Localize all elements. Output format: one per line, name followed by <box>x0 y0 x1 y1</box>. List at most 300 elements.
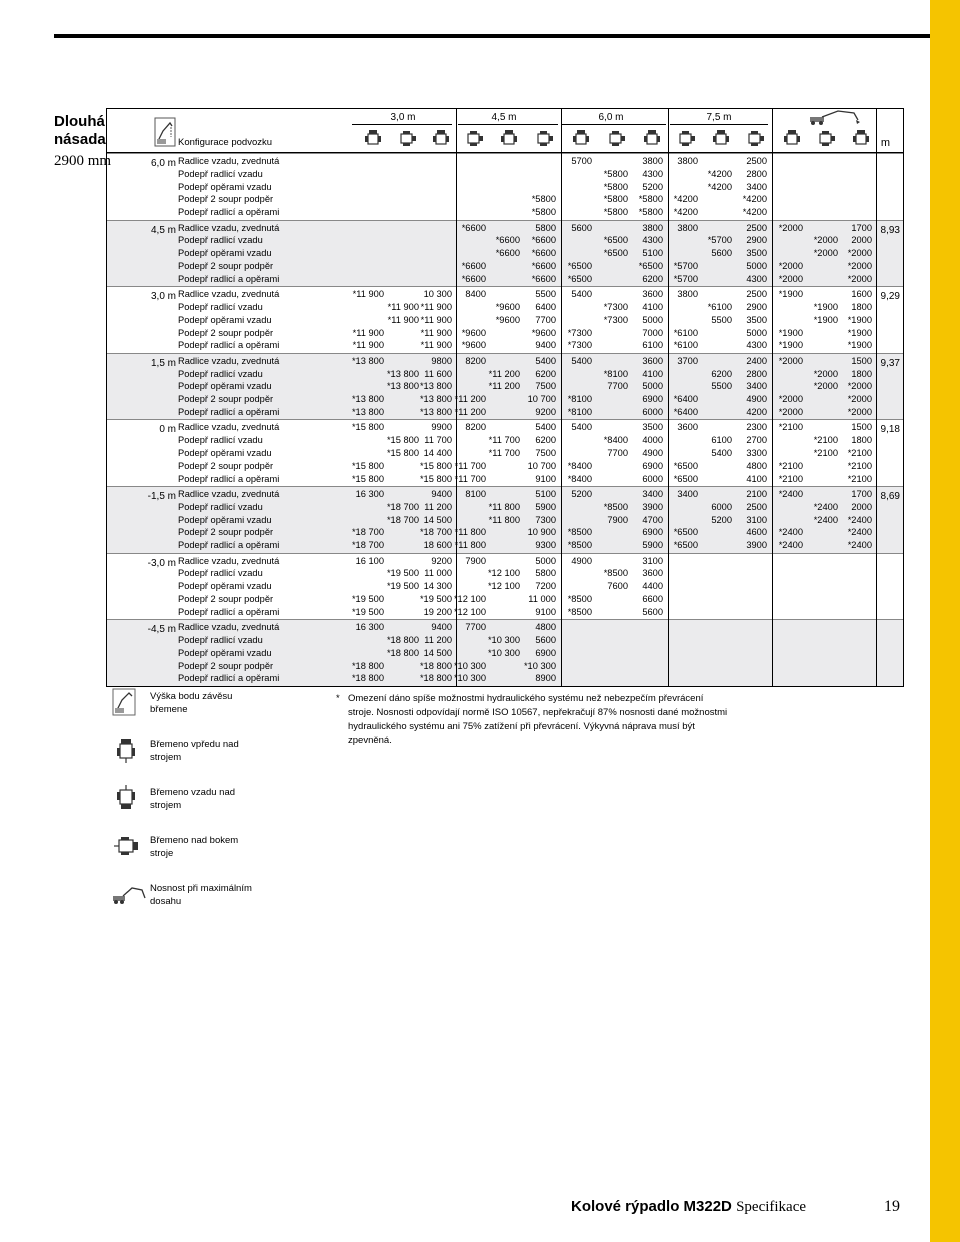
capacity-cell: 2500 <box>746 501 767 512</box>
capacity-cell: 7700 <box>607 447 628 458</box>
load-over-front-icon <box>112 736 142 764</box>
load-over-front-icon <box>570 129 592 147</box>
capacity-cell: 4300 <box>642 168 663 179</box>
capacity-cell: *6600 <box>531 260 556 271</box>
capacity-cell: *18 800 <box>386 634 419 645</box>
capacity-cell: *11 700 <box>454 473 486 484</box>
capacity-cell: *9600 <box>495 314 520 325</box>
capacity-cell: 5900 <box>535 501 556 512</box>
footer-model: Kolové rýpadlo M322D <box>571 1198 732 1215</box>
config-row-label: Podepř radlicí a opěrami <box>178 540 280 551</box>
footnote-star: * <box>336 693 340 704</box>
height-group <box>106 419 904 486</box>
capacity-cell: *11 900 <box>420 340 452 351</box>
capacity-cell: *1900 <box>847 340 872 351</box>
capacity-cell: 10 900 <box>527 527 556 538</box>
capacity-cell: *7300 <box>567 327 592 338</box>
config-row-label: Podepř opěrami vzadu <box>178 314 272 325</box>
capacity-cell: 6200 <box>642 273 663 284</box>
load-height-label: -3,0 m <box>147 557 176 569</box>
capacity-cell: 9900 <box>431 422 452 433</box>
config-row-label: Podepř 2 soupr podpěr <box>178 260 274 271</box>
capacity-cell: 8200 <box>465 355 486 366</box>
page-number: 19 <box>884 1198 900 1215</box>
capacity-cell: 5600 <box>711 248 732 259</box>
capacity-cell: 4800 <box>535 622 556 633</box>
reach-underline <box>352 124 452 125</box>
capacity-cell: *2400 <box>778 527 803 538</box>
capacity-cell: 5500 <box>711 314 732 325</box>
capacity-cell: 3600 <box>677 422 698 433</box>
capacity-cell: *6100 <box>707 301 732 312</box>
config-row-label: Podepř 2 soupr podpěr <box>178 460 274 471</box>
table-row <box>178 168 904 181</box>
capacity-cell: *8500 <box>567 593 592 604</box>
table-row <box>178 368 904 381</box>
capacity-cell: *11 900 <box>387 301 419 312</box>
capacity-cell: 4800 <box>746 460 767 471</box>
capacity-cell: *2000 <box>778 355 803 366</box>
capacity-cell: *1900 <box>813 301 838 312</box>
capacity-cell: 11 200 <box>424 501 452 512</box>
capacity-cell: *8100 <box>567 394 592 405</box>
capacity-cell: *6600 <box>461 222 486 233</box>
table-row <box>178 555 904 568</box>
capacity-cell: *18 800 <box>419 660 452 671</box>
table-row <box>178 421 904 434</box>
capacity-cell: *19 500 <box>351 606 384 617</box>
table-row <box>178 647 904 660</box>
capacity-cell: *2400 <box>847 527 872 538</box>
capacity-cell: *2100 <box>778 422 803 433</box>
capacity-cell: 9100 <box>535 473 556 484</box>
capacity-cell: 3400 <box>642 488 663 499</box>
legend-text: Nosnost při maximálním dosahu <box>150 883 252 907</box>
capacity-cell: 7600 <box>607 581 628 592</box>
capacity-cell: *10 300 <box>453 660 486 671</box>
capacity-cell: 6200 <box>535 435 556 446</box>
load-over-side-icon <box>745 129 767 147</box>
capacity-cell: 3400 <box>746 381 767 392</box>
height-group <box>106 553 904 620</box>
load-over-side-icon <box>464 129 486 147</box>
capacity-cell: 6200 <box>535 368 556 379</box>
table-row <box>178 288 904 301</box>
capacity-cell: 7300 <box>535 514 556 525</box>
capacity-cell: 5900 <box>642 540 663 551</box>
table-row <box>178 314 904 327</box>
capacity-cell: *2400 <box>847 514 872 525</box>
table-row <box>178 181 904 194</box>
capacity-cell: *2100 <box>778 473 803 484</box>
capacity-cell: 7000 <box>642 327 663 338</box>
capacity-cell: *2100 <box>813 435 838 446</box>
max-reach-capacity-icon <box>112 880 148 908</box>
capacity-cell: *15 800 <box>351 473 384 484</box>
table-row <box>178 434 904 447</box>
table-row <box>178 473 904 486</box>
capacity-cell: 5700 <box>571 156 592 166</box>
capacity-cell: 14 400 <box>423 447 452 458</box>
table-row <box>178 260 904 273</box>
capacity-cell: *1900 <box>778 289 803 300</box>
lift-capacity-table <box>106 108 904 687</box>
capacity-cell: *15 800 <box>419 460 452 471</box>
capacity-cell: *2400 <box>813 514 838 525</box>
capacity-cell: *11 800 <box>488 514 520 525</box>
capacity-cell: *6500 <box>603 235 628 246</box>
table-row <box>178 567 904 580</box>
capacity-cell: 6900 <box>642 460 663 471</box>
capacity-cell: *8500 <box>603 501 628 512</box>
capacity-cell: *11 700 <box>488 435 520 446</box>
capacity-cell: 3500 <box>746 248 767 259</box>
capacity-cell: *6600 <box>461 273 486 284</box>
table-row <box>178 460 904 473</box>
capacity-cell: *1900 <box>847 314 872 325</box>
capacity-cell: 1700 <box>851 488 872 499</box>
capacity-cell: 3800 <box>642 156 663 166</box>
column-separator <box>876 109 877 686</box>
capacity-cell: 5600 <box>571 222 592 233</box>
capacity-cell: *4200 <box>707 168 732 179</box>
capacity-cell: 2000 <box>851 235 872 246</box>
footer-section: Specifikace <box>736 1199 807 1215</box>
capacity-cell: 4900 <box>642 447 663 458</box>
capacity-cell: *11 700 <box>488 447 520 458</box>
capacity-cell: 5400 <box>535 422 556 433</box>
table-row <box>178 222 904 235</box>
capacity-cell: 2900 <box>746 235 767 246</box>
capacity-cell: 11 200 <box>424 634 452 645</box>
capacity-cell: 9800 <box>431 355 452 366</box>
title-line2: násada <box>54 131 106 148</box>
capacity-cell: 10 700 <box>527 394 556 405</box>
capacity-cell: *6500 <box>638 260 663 271</box>
config-row-label: Podepř opěrami vzadu <box>178 514 272 525</box>
table-row <box>178 193 904 206</box>
legend-text: Břemeno vpředu nad strojem <box>150 739 239 763</box>
capacity-cell: *11 900 <box>352 289 384 300</box>
max-reach-value: 9,37 <box>880 357 900 369</box>
capacity-cell: 5000 <box>746 260 767 271</box>
config-row-label: Podepř opěrami vzadu <box>178 581 272 592</box>
capacity-cell: 9300 <box>535 540 556 551</box>
capacity-cell: 3600 <box>642 355 663 366</box>
capacity-cell: *10 300 <box>487 634 520 645</box>
reach-label: 7,5 m <box>706 112 732 123</box>
capacity-cell: *13 800 <box>419 406 452 417</box>
capacity-cell: 18 600 <box>423 540 452 551</box>
capacity-cell: 5800 <box>535 222 556 233</box>
capacity-cell: *18 700 <box>351 527 384 538</box>
config-row-label: Podepř radlicí vzadu <box>178 435 263 446</box>
table-row <box>178 621 904 634</box>
config-row-label: Radlice vzadu, zvednutá <box>178 488 280 499</box>
config-row-label: Podepř opěrami vzadu <box>178 181 272 192</box>
config-row-label: Podepř radlicí vzadu <box>178 634 263 645</box>
capacity-cell: *5800 <box>603 194 628 205</box>
capacity-cell: *8500 <box>567 540 592 551</box>
config-label: Konfigurace podvozku <box>178 137 273 148</box>
capacity-cell: *18 700 <box>386 514 419 525</box>
max-reach-value: 8,93 <box>880 224 900 236</box>
capacity-cell: *19 500 <box>386 568 419 579</box>
capacity-cell: *5800 <box>638 207 663 218</box>
config-row-label: Podepř radlicí a opěrami <box>178 606 280 617</box>
capacity-cell: *11 900 <box>420 327 452 338</box>
capacity-cell: *9600 <box>531 327 556 338</box>
capacity-cell: 3800 <box>677 156 698 166</box>
capacity-cell: *10 300 <box>487 647 520 658</box>
table-row <box>178 301 904 314</box>
load-over-side-icon <box>397 129 419 147</box>
capacity-cell: 5100 <box>535 488 556 499</box>
capacity-cell: *11 900 <box>420 301 452 312</box>
config-row-label: Podepř opěrami vzadu <box>178 248 272 259</box>
capacity-cell: 8400 <box>465 289 486 300</box>
capacity-cell: 6000 <box>642 406 663 417</box>
capacity-cell: *18 800 <box>351 673 384 684</box>
capacity-cell: 5500 <box>711 381 732 392</box>
config-row-label: Podepř radlicí a opěrami <box>178 340 280 351</box>
capacity-cell: 2400 <box>746 355 767 366</box>
capacity-cell: 4700 <box>642 514 663 525</box>
table-header <box>106 109 904 153</box>
table-row <box>178 593 904 606</box>
capacity-cell: 4600 <box>746 527 767 538</box>
max-reach-value: 9,18 <box>880 424 900 436</box>
capacity-cell: *6600 <box>495 248 520 259</box>
capacity-cell: *6100 <box>673 327 698 338</box>
capacity-cell: 4100 <box>746 473 767 484</box>
capacity-cell: *11 900 <box>352 327 384 338</box>
capacity-cell: 6100 <box>642 340 663 351</box>
capacity-cell: *13 800 <box>351 355 384 366</box>
capacity-cell: *6600 <box>531 273 556 284</box>
table-row <box>178 634 904 647</box>
load-over-side-icon <box>816 129 838 147</box>
capacity-cell: 5400 <box>711 447 732 458</box>
capacity-cell: 9200 <box>431 555 452 566</box>
capacity-cell: 2300 <box>746 422 767 433</box>
capacity-cell: *6500 <box>673 540 698 551</box>
capacity-cell: 5600 <box>535 634 556 645</box>
capacity-cell: 7500 <box>535 381 556 392</box>
capacity-cell: *15 800 <box>419 473 452 484</box>
table-row <box>178 606 904 619</box>
capacity-cell: 5200 <box>711 514 732 525</box>
config-row-label: Podepř 2 soupr podpěr <box>178 394 274 405</box>
capacity-cell: *8400 <box>603 435 628 446</box>
capacity-cell: 10 300 <box>423 289 452 300</box>
capacity-cell: *6500 <box>567 273 592 284</box>
capacity-cell: *11 200 <box>488 381 520 392</box>
capacity-cell: *6500 <box>673 473 698 484</box>
capacity-cell: *6400 <box>673 394 698 405</box>
capacity-cell: *6600 <box>531 235 556 246</box>
column-separator <box>668 109 669 686</box>
load-over-front-icon <box>710 129 732 147</box>
table-row <box>178 247 904 260</box>
capacity-cell: *11 200 <box>454 394 486 405</box>
config-row-label: Radlice vzadu, zvednutá <box>178 555 280 566</box>
config-row-label: Podepř radlicí a opěrami <box>178 273 280 284</box>
table-row <box>178 580 904 593</box>
capacity-cell: 2500 <box>746 222 767 233</box>
capacity-cell: 2800 <box>746 368 767 379</box>
capacity-cell: 6900 <box>535 647 556 658</box>
capacity-cell: 6600 <box>642 593 663 604</box>
capacity-cell: 5400 <box>535 355 556 366</box>
capacity-cell: *6600 <box>495 235 520 246</box>
capacity-cell: *8500 <box>567 606 592 617</box>
load-over-side-icon <box>112 832 142 860</box>
config-row-label: Podepř radlicí vzadu <box>178 168 263 179</box>
capacity-cell: *2100 <box>847 447 872 458</box>
config-row-label: Podepř radlicí a opěrami <box>178 673 280 684</box>
capacity-cell: *18 800 <box>386 647 419 658</box>
title-line1: Dlouhá <box>54 113 105 130</box>
capacity-cell: 4300 <box>642 235 663 246</box>
table-row <box>178 514 904 527</box>
capacity-cell: *6100 <box>673 340 698 351</box>
load-over-front-icon <box>781 129 803 147</box>
load-over-front-icon <box>362 129 384 147</box>
legend-text: Břemeno nad bokem stroje <box>150 835 239 859</box>
unit-label: m <box>880 137 890 149</box>
capacity-cell: *15 800 <box>351 422 384 433</box>
capacity-cell: 5400 <box>571 422 592 433</box>
capacity-cell: 1800 <box>851 435 872 446</box>
capacity-cell: *4200 <box>707 181 732 192</box>
capacity-cell: 14 300 <box>423 581 452 592</box>
config-row-label: Radlice vzadu, zvednutá <box>178 422 280 433</box>
capacity-cell: 6000 <box>711 501 732 512</box>
capacity-cell: *5800 <box>603 181 628 192</box>
config-row-label: Podepř radlicí a opěrami <box>178 207 280 218</box>
config-row-label: Podepř radlicí vzadu <box>178 501 263 512</box>
load-over-front-icon <box>850 129 872 147</box>
capacity-cell: 6100 <box>711 435 732 446</box>
capacity-cell: 14 500 <box>423 647 452 658</box>
capacity-cell: 4400 <box>642 581 663 592</box>
load-over-front-icon <box>498 129 520 147</box>
table-row <box>178 488 904 501</box>
capacity-cell: 3400 <box>746 181 767 192</box>
capacity-cell: 2500 <box>746 156 767 166</box>
capacity-cell: 2900 <box>746 301 767 312</box>
capacity-cell: 11 700 <box>424 435 452 446</box>
capacity-cell: 7700 <box>607 381 628 392</box>
capacity-cell: *10 300 <box>523 660 556 671</box>
load-over-side-icon <box>606 129 628 147</box>
capacity-cell: 3800 <box>677 222 698 233</box>
capacity-cell: 5800 <box>535 568 556 579</box>
capacity-cell: 3600 <box>642 568 663 579</box>
load-height-label: 3,0 m <box>150 291 176 303</box>
capacity-cell: *4200 <box>742 207 767 218</box>
capacity-cell: *1900 <box>778 327 803 338</box>
capacity-cell: *1900 <box>847 327 872 338</box>
capacity-cell: *13 800 <box>386 368 419 379</box>
config-row-label: Podepř 2 soupr podpěr <box>178 660 274 671</box>
capacity-cell: *2000 <box>847 248 872 259</box>
table-row <box>178 155 904 168</box>
capacity-cell: 5100 <box>642 248 663 259</box>
capacity-cell: 3100 <box>642 555 663 566</box>
top-rule <box>54 34 930 38</box>
capacity-cell: *2400 <box>847 540 872 551</box>
table-row <box>178 206 904 219</box>
capacity-cell: 2700 <box>746 435 767 446</box>
config-row-label: Podepř opěrami vzadu <box>178 381 272 392</box>
capacity-cell: *19 500 <box>386 581 419 592</box>
capacity-cell: *2000 <box>778 394 803 405</box>
table-row <box>178 327 904 340</box>
capacity-cell: *18 700 <box>419 527 452 538</box>
config-row-label: Radlice vzadu, zvednutá <box>178 622 280 633</box>
max-reach-capacity-icon <box>808 108 864 126</box>
capacity-cell: 1800 <box>851 301 872 312</box>
capacity-cell: 5000 <box>642 314 663 325</box>
capacity-cell: 5400 <box>571 355 592 366</box>
capacity-cell: 14 500 <box>423 514 452 525</box>
table-row <box>178 672 904 685</box>
capacity-cell: 6900 <box>642 527 663 538</box>
capacity-cell: *12 100 <box>453 606 486 617</box>
table-row <box>178 660 904 673</box>
capacity-cell: *18 800 <box>351 660 384 671</box>
capacity-cell: *2000 <box>778 222 803 233</box>
capacity-cell: 3500 <box>642 422 663 433</box>
capacity-cell: *2000 <box>813 235 838 246</box>
height-group <box>106 486 904 553</box>
capacity-cell: 4300 <box>746 273 767 284</box>
capacity-cell: 5000 <box>642 381 663 392</box>
load-point-height-icon <box>154 117 176 147</box>
capacity-cell: 3300 <box>746 447 767 458</box>
load-over-side-icon <box>676 129 698 147</box>
capacity-cell: *4200 <box>673 194 698 205</box>
capacity-cell: *1900 <box>778 340 803 351</box>
config-row-label: Podepř opěrami vzadu <box>178 647 272 658</box>
capacity-cell: *2000 <box>847 260 872 271</box>
capacity-cell: *6600 <box>461 260 486 271</box>
capacity-cell: *2000 <box>778 273 803 284</box>
capacity-cell: *11 800 <box>454 540 486 551</box>
capacity-cell: *13 800 <box>419 381 452 392</box>
capacity-cell: *19 500 <box>351 593 384 604</box>
reach-underline <box>670 124 768 125</box>
capacity-cell: *5800 <box>638 194 663 205</box>
capacity-cell: *8100 <box>603 368 628 379</box>
capacity-cell: 2500 <box>746 289 767 300</box>
capacity-cell: 2000 <box>851 501 872 512</box>
capacity-cell: 5200 <box>571 488 592 499</box>
capacity-cell: *2400 <box>778 488 803 499</box>
height-group <box>106 220 904 287</box>
capacity-cell: 4900 <box>746 394 767 405</box>
capacity-cell: 11 000 <box>424 568 452 579</box>
capacity-cell: 8100 <box>465 488 486 499</box>
capacity-cell: *5700 <box>707 235 732 246</box>
capacity-cell: 9400 <box>431 622 452 633</box>
capacity-cell: 2100 <box>746 488 767 499</box>
capacity-cell: *13 800 <box>351 394 384 405</box>
capacity-cell: 5500 <box>535 289 556 300</box>
capacity-cell: *8400 <box>567 473 592 484</box>
